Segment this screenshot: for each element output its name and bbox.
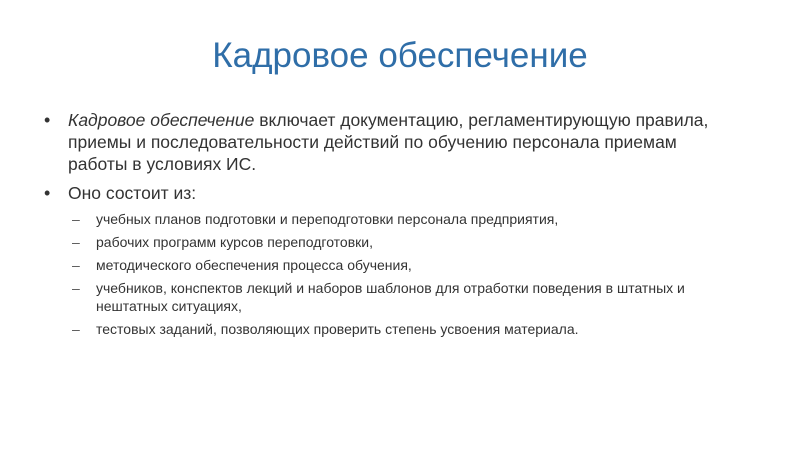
bullet-text: Оно состоит из:: [68, 183, 197, 203]
dash-marker: –: [72, 280, 80, 296]
bullet-italic-lead: Кадровое обеспечение: [68, 110, 255, 130]
sub-list-text: учебников, конспектов лекций и наборов шаблонов для отработки поведения в штатных и нештатных ситуациях,: [96, 280, 685, 314]
sub-list: [44, 210, 734, 338]
sub-list-item: [72, 320, 734, 338]
dash-marker: –: [72, 211, 80, 227]
bullet-item: [44, 182, 734, 204]
dash-marker: –: [72, 257, 80, 273]
dash-marker: –: [72, 321, 80, 337]
sub-list-item: [72, 210, 734, 228]
bullet-marker: •: [44, 183, 51, 203]
bullet-marker: •: [44, 110, 51, 130]
dash-marker: –: [72, 234, 80, 250]
sub-list-text: рабочих программ курсов переподготовки,: [96, 234, 373, 250]
sub-list-text: методического обеспечения процесса обучения,: [96, 257, 412, 273]
sub-list-item: [72, 256, 734, 274]
sub-list-item: [72, 233, 734, 251]
slide-title: Кадровое обеспечение: [212, 36, 588, 75]
bullet-item: [44, 109, 734, 175]
bullet-text: [68, 109, 734, 175]
slide-content: [44, 109, 734, 343]
bullet-body: включает документацию, регламентирующую правила, приемы и последовательности действий по обучению персонала приемам работы в условиях ИС.: [68, 110, 709, 174]
sub-list-text: учебных планов подготовки и переподготовки персонала предприятия,: [96, 211, 559, 227]
sub-list-text: тестовых заданий, позволяющих проверить степень усвоения материала.: [96, 321, 579, 337]
sub-list-item: [72, 279, 734, 315]
